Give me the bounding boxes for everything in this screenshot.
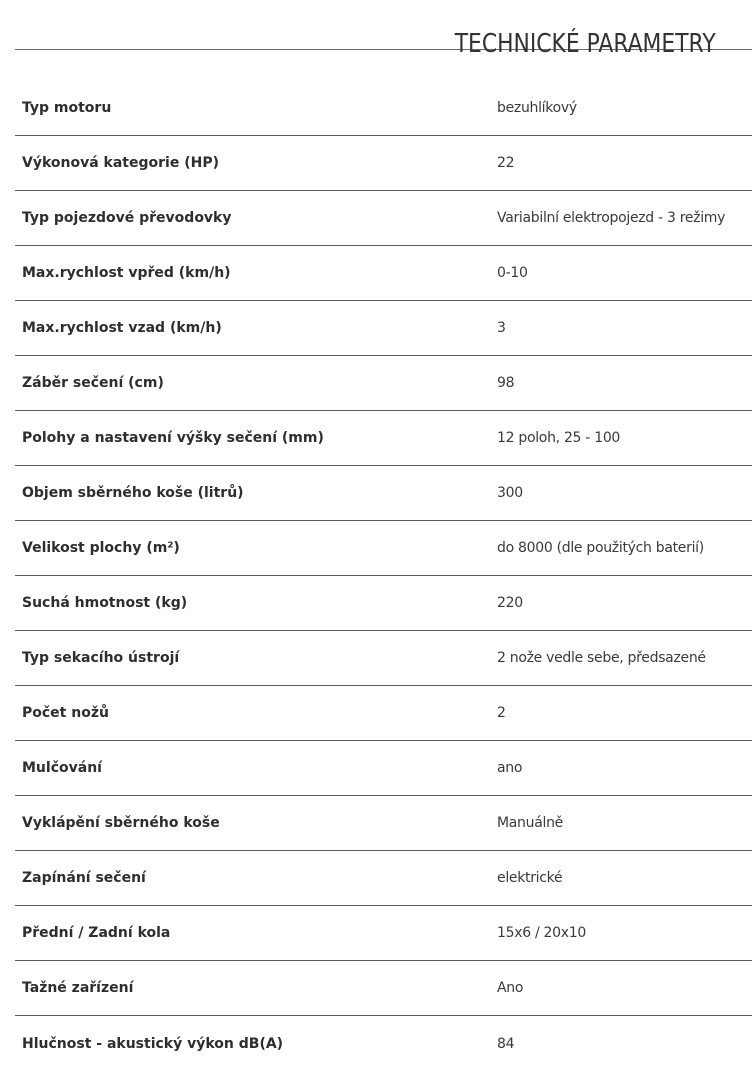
spec-label: Max.rychlost vzad (km/h) (22, 320, 222, 336)
spec-value: 3 (497, 320, 506, 336)
table-row (15, 191, 752, 246)
spec-label: Hlučnost - akustický výkon dB(A) (22, 1035, 284, 1052)
spec-label: Přední / Zadní kola (22, 925, 171, 941)
table-row (15, 851, 752, 906)
spec-value: bezuhlíkový (497, 100, 577, 116)
spec-label: Vyklápění sběrného koše (22, 815, 220, 831)
spec-value: 15x6 / 20x10 (497, 925, 586, 941)
spec-value: 2 nože vedle sebe, předsazené (497, 650, 706, 666)
spec-value: 0-10 (497, 265, 528, 281)
table-row (15, 81, 752, 136)
spec-value: 2 (497, 705, 506, 721)
spec-value: Ano (497, 980, 524, 996)
spec-label: Zapínání sečení (22, 870, 146, 886)
table-row (15, 796, 752, 851)
table-row (15, 906, 752, 961)
table-row (15, 466, 752, 521)
spec-label: Výkonová kategorie (HP) (22, 155, 219, 171)
spec-label: Typ sekacího ústrojí (22, 650, 180, 666)
table-row (15, 631, 752, 686)
spec-value: 22 (497, 155, 515, 171)
spec-value: 300 (497, 485, 523, 501)
spec-label: Suchá hmotnost (kg) (22, 595, 188, 611)
section-title: TECHNICKÉ PARAMETRY (455, 28, 716, 59)
table-row (15, 521, 752, 576)
spec-value: Variabilní elektropojezd - 3 režimy (497, 210, 726, 226)
spec-label: Polohy a nastavení výšky sečení (mm) (22, 430, 324, 446)
table-row (15, 301, 752, 356)
spec-value: Manuálně (497, 815, 563, 831)
spec-label: Typ pojezdové převodovky (22, 210, 232, 226)
table-row (15, 411, 752, 466)
table-row (15, 686, 752, 741)
spec-label: Mulčování (22, 760, 102, 776)
spec-label: Max.rychlost vpřed (km/h) (22, 265, 231, 281)
spec-table (15, 81, 752, 1071)
spec-value: do 8000 (dle použitých baterií) (497, 540, 704, 556)
section-header (15, 0, 752, 59)
spec-label: Objem sběrného koše (litrů) (22, 485, 244, 501)
spec-label: Počet nožů (22, 705, 109, 721)
table-row (15, 1016, 752, 1071)
table-row (15, 136, 752, 191)
table-row (15, 356, 752, 411)
spec-label: Záběr sečení (cm) (22, 375, 164, 391)
spec-value: elektrické (497, 870, 563, 886)
table-row (15, 961, 752, 1016)
spec-label: Typ motoru (22, 100, 112, 116)
spec-value: 84 (497, 1035, 515, 1052)
table-row (15, 246, 752, 301)
table-row (15, 741, 752, 796)
spec-label: Velikost plochy (m²) (22, 540, 180, 556)
spec-value: 98 (497, 375, 515, 391)
table-row (15, 576, 752, 631)
spec-value: 12 poloh, 25 - 100 (497, 430, 621, 446)
spec-value: ano (497, 760, 523, 776)
spec-label: Tažné zařízení (22, 980, 134, 996)
spec-value: 220 (497, 595, 523, 611)
